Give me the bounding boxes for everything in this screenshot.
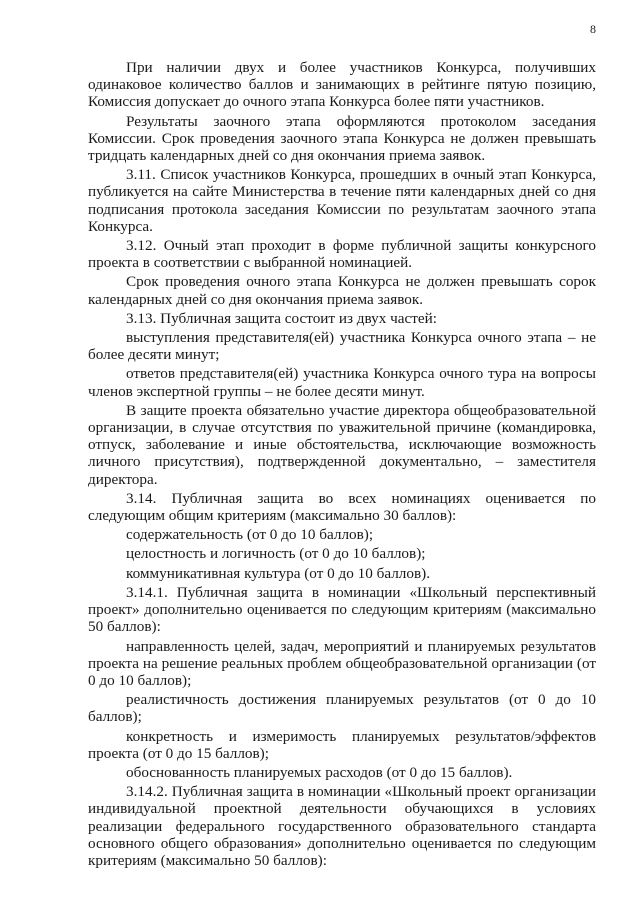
paragraph: При наличии двух и более участников Конкурса, получивших одинаковое количество баллов и занимающих в рейтинге пятую позицию, Комиссия допускает до очного этапа Конкурса более пяти участников. (88, 59, 596, 111)
paragraph: 3.14. Публичная защита во всех номинациях оценивается по следующим общим критериям (максимально 30 баллов): (88, 489, 596, 525)
paragraph: целостность и логичность (от 0 до 10 баллов); (126, 545, 426, 563)
paragraph: В защите проекта обязательно участие директора общеобразовательной организации, в случае отсутствия по уважительной причине (командировка, отпуск, заболевание и иные обстоятельства, исключающие возможность личного присутствия), подтвержденной документально, – заместителя директора. (88, 401, 596, 488)
paragraph: направленность целей, задач, мероприятий и планируемых результатов проекта на решение реальных проблем общеобразовательной организации (от 0 до 10 баллов); (88, 637, 596, 689)
paragraph: реалистичность достижения планируемых результатов (от 0 до 10 баллов); (88, 691, 596, 726)
paragraph: ответов представителя(ей) участника Конкурса очного тура на вопросы членов экспертной группы – не более десяти минут. (88, 365, 596, 400)
document-body (88, 59, 596, 869)
paragraph: 3.14.2. Публичная защита в номинации «Школьный проект организации индивидуальной проектной деятельности обучающихся в условиях реализации федерального государственного образовательного стандарта основного общего образования» дополнительно оценивается по следующим критериям (максимально 50 баллов): (88, 783, 596, 869)
paragraph: конкретность и измеримость планируемых результатов/эффектов проекта (от 0 до 15 баллов); (88, 727, 596, 762)
paragraph: 3.14.1. Публичная защита в номинации «Школьный перспективный проект» дополнительно оценивается по следующим критериям (максимально 50 баллов): (88, 583, 596, 636)
paragraph: 3.13. Публичная защита состоит из двух частей: (126, 309, 437, 327)
paragraph: 3.11. Список участников Конкурса, прошедших в очный этап Конкурса, публикуется на сайте Министерства в течение пяти календарных дней со дня подписания протокола заседания Комиссии по результатам заочного этапа Конкурса. (88, 166, 596, 235)
paragraph: содержательность (от 0 до 10 баллов); (126, 526, 374, 544)
paragraph: Результаты заочного этапа оформляются протоколом заседания Комиссии. Срок проведения заочного этапа Конкурса не должен превышать тридцать календарных дней со дня окончания приема заявок. (88, 112, 596, 165)
paragraph: выступления представителя(ей) участника Конкурса очного этапа – не более десяти минут; (88, 329, 596, 364)
paragraph: коммуникативная культура (от 0 до 10 баллов). (126, 564, 430, 582)
paragraph: обоснованность планируемых расходов (от 0 до 15 баллов). (126, 763, 513, 781)
page-number: 8 (590, 22, 596, 36)
paragraph: 3.12. Очный этап проходит в форме публичной защиты конкурсного проекта в соответствии с выбранной номинацией. (88, 237, 596, 272)
paragraph: Срок проведения очного этапа Конкурса не должен превышать сорок календарных дней со дня окончания приема заявок. (88, 273, 596, 308)
